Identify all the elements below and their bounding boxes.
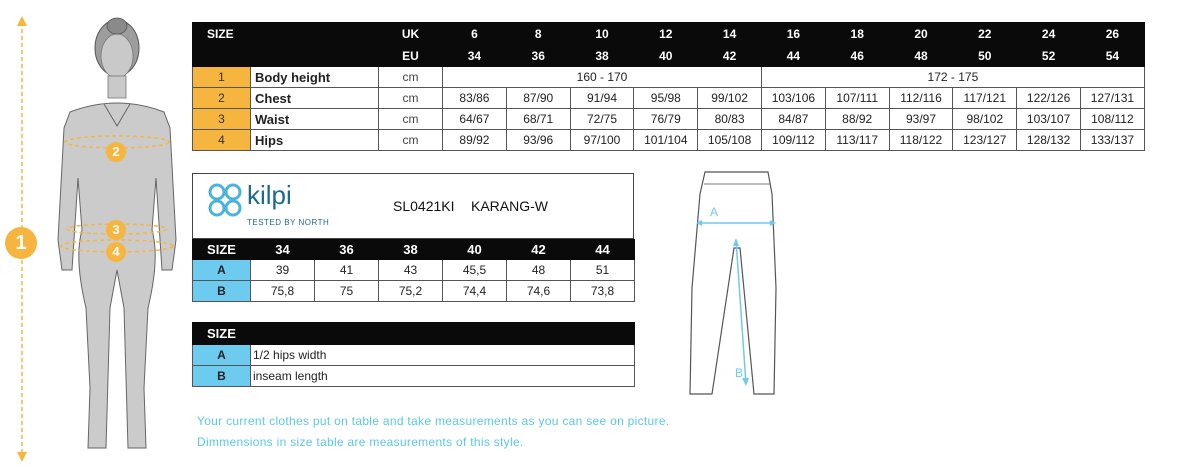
size-header: SIZE — [193, 240, 251, 260]
uk-size: 16 — [762, 23, 826, 45]
blank-header — [193, 45, 379, 67]
row-number: 1 — [193, 67, 251, 88]
row-number: 2 — [193, 88, 251, 109]
marker-2: 2 — [106, 142, 126, 162]
table-row — [193, 88, 1145, 109]
eu-size: 54 — [1080, 45, 1144, 67]
value-cell: 72/75 — [570, 109, 634, 130]
value-cell: 101/104 — [634, 130, 698, 151]
uk-size: 20 — [889, 23, 953, 45]
garment-measure-table — [192, 239, 635, 302]
eu-size: 46 — [825, 45, 889, 67]
size-col: 44 — [571, 240, 635, 260]
uk-size: 10 — [570, 23, 634, 45]
product-name: KARANG-W — [471, 198, 548, 214]
size-col: 36 — [315, 240, 379, 260]
eu-size: 50 — [953, 45, 1017, 67]
value-cell: 103/106 — [762, 88, 826, 109]
size-col: 40 — [443, 240, 507, 260]
value-cell: 113/117 — [825, 130, 889, 151]
value-cell: 68/71 — [506, 109, 570, 130]
row-label: A — [193, 345, 251, 366]
value-cell: 84/87 — [762, 109, 826, 130]
table-row — [193, 366, 635, 387]
brand-tagline: TESTED BY NORTH — [247, 218, 330, 227]
row-label: A — [193, 260, 251, 281]
value-cell: 160 - 170 — [443, 67, 762, 88]
size-col: 38 — [379, 240, 443, 260]
value-cell: 75 — [315, 281, 379, 302]
row-description: 1/2 hips width — [251, 345, 635, 366]
row-number: 4 — [193, 130, 251, 151]
eu-size: 52 — [1017, 45, 1081, 67]
eu-header-row — [193, 45, 1145, 67]
eu-size: 36 — [506, 45, 570, 67]
eu-size: 34 — [443, 45, 507, 67]
uk-size: 6 — [443, 23, 507, 45]
uk-size: 22 — [953, 23, 1017, 45]
uk-size: 14 — [698, 23, 762, 45]
brand-name: kilpi — [247, 180, 292, 210]
uk-size: 12 — [634, 23, 698, 45]
value-cell: 48 — [507, 260, 571, 281]
value-cell: 108/112 — [1080, 109, 1144, 130]
size-col: 42 — [507, 240, 571, 260]
value-cell: 117/121 — [953, 88, 1017, 109]
value-cell: 98/102 — [953, 109, 1017, 130]
value-cell: 80/83 — [698, 109, 762, 130]
value-cell: 74,6 — [507, 281, 571, 302]
value-cell: 87/90 — [506, 88, 570, 109]
unit-cell: cm — [379, 88, 443, 109]
unit-cell: cm — [379, 109, 443, 130]
eu-size: 40 — [634, 45, 698, 67]
value-cell: 39 — [251, 260, 315, 281]
uk-size: 26 — [1080, 23, 1144, 45]
eu-label: EU — [379, 45, 443, 67]
size-table — [192, 22, 1145, 151]
product-code: SL0421KI — [393, 198, 455, 214]
row-label: Body height — [251, 67, 379, 88]
marker-1: 1 — [5, 227, 37, 259]
value-cell: 73,8 — [571, 281, 635, 302]
value-cell: 76/79 — [634, 109, 698, 130]
value-cell: 128/132 — [1017, 130, 1081, 151]
value-cell: 95/98 — [634, 88, 698, 109]
row-description: inseam length — [251, 366, 635, 387]
value-cell: 127/131 — [1080, 88, 1144, 109]
legend-header-row — [193, 323, 635, 345]
value-cell: 105/108 — [698, 130, 762, 151]
eu-size: 38 — [570, 45, 634, 67]
value-cell: 83/86 — [443, 88, 507, 109]
value-cell: 107/111 — [825, 88, 889, 109]
value-cell: 122/126 — [1017, 88, 1081, 109]
table-row — [193, 67, 1145, 88]
value-cell: 103/107 — [1017, 109, 1081, 130]
value-cell: 172 - 175 — [762, 67, 1145, 88]
unit-cell: cm — [379, 130, 443, 151]
row-label: B — [193, 366, 251, 387]
row-label: Waist — [251, 109, 379, 130]
row-label: Hips — [251, 130, 379, 151]
note-line: Your current clothes put on table and take measurements as you can see on picture. — [197, 414, 670, 428]
row-label: Chest — [251, 88, 379, 109]
size-header: SIZE — [193, 23, 379, 45]
value-cell: 97/100 — [570, 130, 634, 151]
table-row — [193, 260, 635, 281]
uk-size: 8 — [506, 23, 570, 45]
value-cell: 41 — [315, 260, 379, 281]
table-row — [193, 345, 635, 366]
value-cell: 75,8 — [251, 281, 315, 302]
size-header-row — [193, 240, 635, 260]
value-cell: 88/92 — [825, 109, 889, 130]
value-cell: 43 — [379, 260, 443, 281]
product-header — [192, 173, 634, 239]
size-col: 34 — [251, 240, 315, 260]
value-cell: 45,5 — [443, 260, 507, 281]
eu-size: 44 — [762, 45, 826, 67]
value-cell: 99/102 — [698, 88, 762, 109]
value-cell: 93/96 — [506, 130, 570, 151]
value-cell: 51 — [571, 260, 635, 281]
value-cell: 109/112 — [762, 130, 826, 151]
note-line: Dimmensions in size table are measurements of this style. — [197, 435, 524, 449]
legend-table — [192, 322, 635, 387]
value-cell: 118/122 — [889, 130, 953, 151]
value-cell: 123/127 — [953, 130, 1017, 151]
value-cell: 93/97 — [889, 109, 953, 130]
table-row — [193, 130, 1145, 151]
value-cell: 89/92 — [443, 130, 507, 151]
uk-label: UK — [379, 23, 443, 45]
value-cell: 91/94 — [570, 88, 634, 109]
table-row — [193, 109, 1145, 130]
row-label: B — [193, 281, 251, 302]
value-cell: 75,2 — [379, 281, 443, 302]
row-number: 3 — [193, 109, 251, 130]
eu-size: 48 — [889, 45, 953, 67]
value-cell: 133/137 — [1080, 130, 1144, 151]
uk-size: 24 — [1017, 23, 1081, 45]
kilpi-logo-icon — [205, 180, 245, 220]
eu-size: 42 — [698, 45, 762, 67]
pants-marker-b: B — [735, 366, 744, 380]
value-cell: 64/67 — [443, 109, 507, 130]
pants-marker-a: A — [710, 205, 719, 219]
value-cell: 74,4 — [443, 281, 507, 302]
marker-3: 3 — [106, 220, 126, 240]
uk-size: 18 — [825, 23, 889, 45]
uk-header-row — [193, 23, 1145, 45]
table-row — [193, 281, 635, 302]
unit-cell: cm — [379, 67, 443, 88]
marker-4: 4 — [106, 242, 126, 262]
value-cell: 112/116 — [889, 88, 953, 109]
legend-header: SIZE — [193, 323, 635, 345]
